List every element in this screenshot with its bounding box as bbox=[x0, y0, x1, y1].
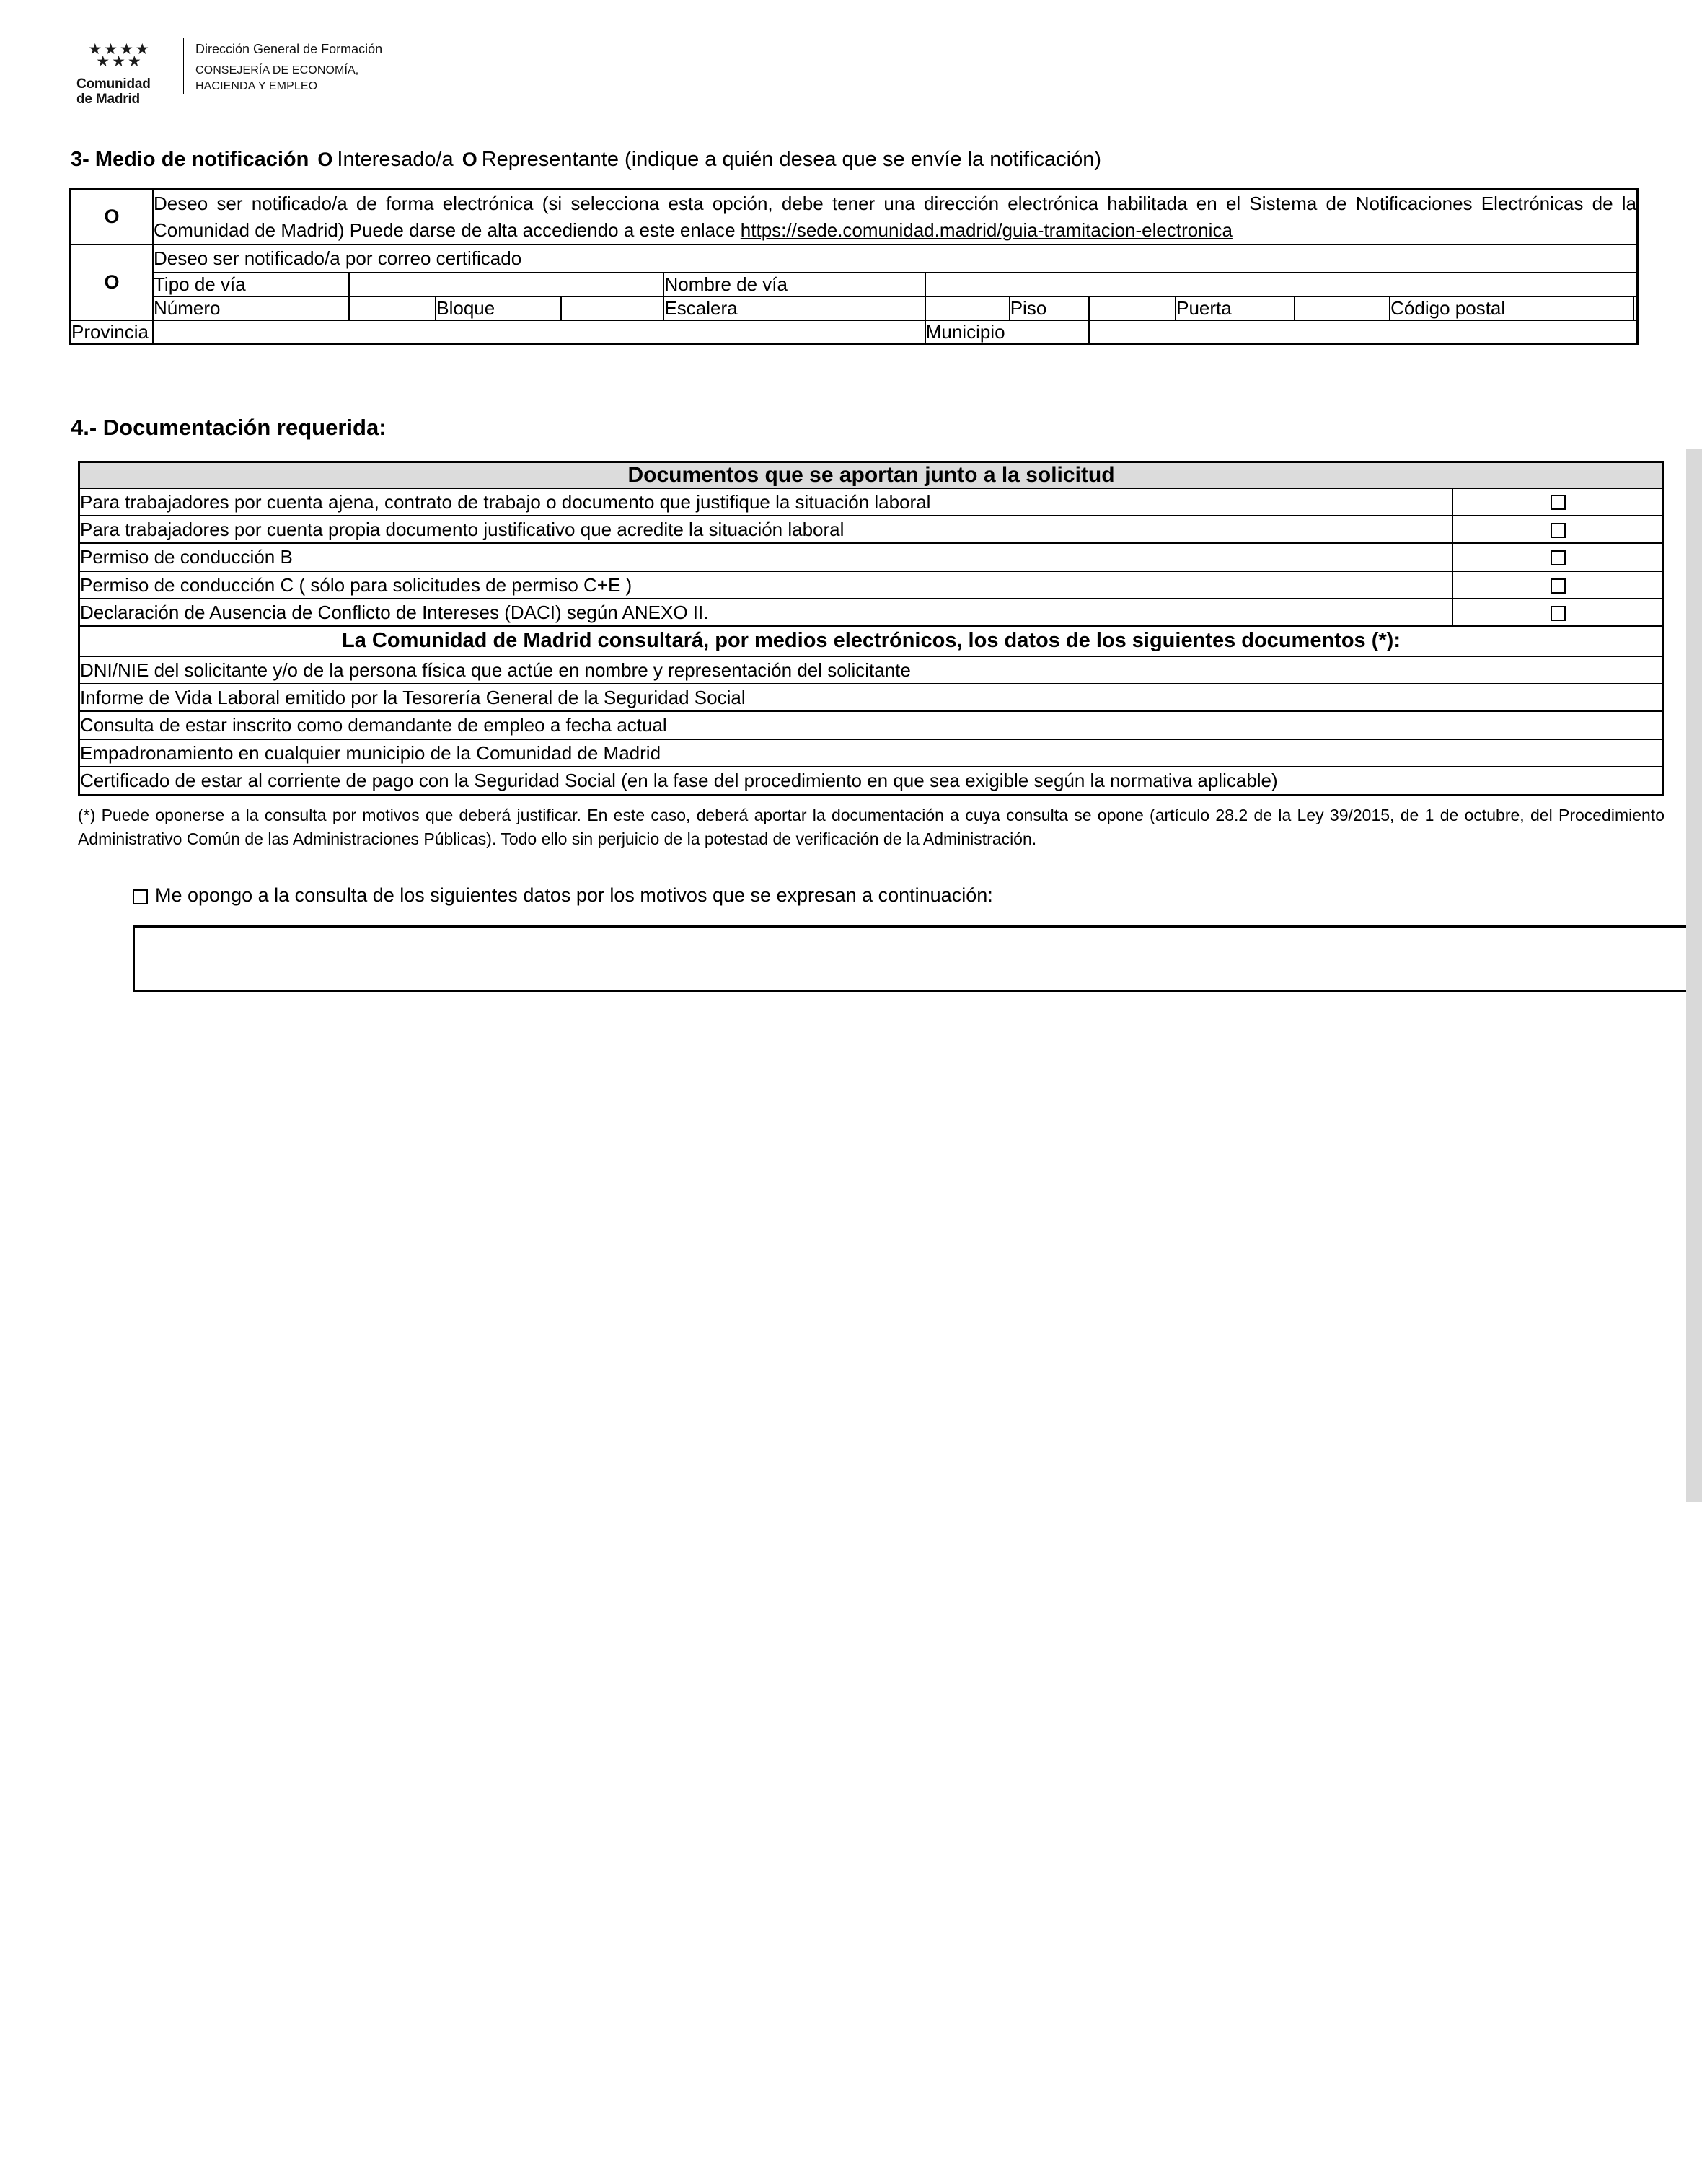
comunidad-de-madrid-logo bbox=[76, 38, 167, 107]
section-3-number: 3- bbox=[71, 147, 89, 171]
radio-interesado[interactable]: O bbox=[317, 148, 333, 170]
consulted-document-label: Informe de Vida Laboral emitido por la Tesorería General de la Seguridad Social bbox=[79, 684, 1664, 711]
document-label: Para trabajadores por cuenta propia documento justificativo que acredite la situación laboral bbox=[79, 516, 1453, 543]
table-row bbox=[79, 739, 1664, 767]
input-bloque[interactable] bbox=[561, 296, 663, 320]
label-numero: Número bbox=[153, 296, 349, 320]
table-header-row bbox=[79, 462, 1664, 488]
label-provincia: Provincia bbox=[71, 320, 154, 345]
label-municipio: Municipio bbox=[925, 320, 1089, 345]
input-numero[interactable] bbox=[349, 296, 436, 320]
checkbox-icon[interactable] bbox=[1551, 578, 1566, 594]
checkbox-icon[interactable] bbox=[1551, 606, 1566, 621]
table-row bbox=[79, 767, 1664, 795]
radio-electronic-notification[interactable]: O bbox=[71, 189, 154, 244]
consultation-footnote: (*) Puede oponerse a la consulta por motivos que deberá justificar. En este caso, deberá aportar la documentación a cuya consulta se opone (artículo 28.2 de la Ley 39/2015, de 1 de octubre, del Procedimiento Administrativo Común de las Administraciones Públicas). Todo ello sin perjuicio de la potestad de verificación de la Administración. bbox=[78, 805, 1664, 848]
documents-table-header: Documentos que se aportan junto a la solicitud bbox=[79, 462, 1664, 488]
document-checkbox[interactable] bbox=[1452, 488, 1664, 516]
input-municipio[interactable] bbox=[1089, 320, 1637, 345]
table-row-numero bbox=[71, 296, 1638, 320]
checkbox-icon[interactable] bbox=[1551, 523, 1566, 538]
header-line-1: Dirección General de Formación bbox=[195, 42, 383, 56]
input-nombre-via[interactable] bbox=[925, 273, 1638, 296]
consulted-document-label: Certificado de estar al corriente de pago con la Seguridad Social (en la fase del procedimiento en que sea exigible según la normativa aplicable) bbox=[79, 767, 1664, 795]
input-puerta[interactable] bbox=[1295, 296, 1390, 320]
input-provincia[interactable] bbox=[153, 320, 925, 345]
logo-wordmark-line1: Comunidad bbox=[76, 76, 151, 92]
stars-row-top: ★★★★ bbox=[88, 41, 151, 58]
document-label: Para trabajadores por cuenta ajena, contrato de trabajo o documento que justifique la situación laboral bbox=[79, 488, 1453, 516]
checkbox-icon[interactable] bbox=[1551, 495, 1566, 510]
stars-row-bottom: ★★★ bbox=[96, 53, 144, 70]
table-row bbox=[79, 488, 1664, 516]
document-header bbox=[69, 38, 1633, 107]
notification-method-table bbox=[69, 188, 1639, 345]
input-escalera[interactable] bbox=[925, 296, 1010, 320]
oppose-consultation-label: Me opongo a la consulta de los siguientes datos por los motivos que se expresan a continuación: bbox=[155, 884, 993, 907]
table-row-postal bbox=[71, 245, 1638, 273]
radio-representante[interactable]: O bbox=[462, 148, 477, 170]
document-checkbox[interactable] bbox=[1452, 516, 1664, 543]
consulted-document-label: Empadronamiento en cualquier municipio de la Comunidad de Madrid bbox=[79, 739, 1664, 767]
input-tipo-via[interactable] bbox=[349, 273, 663, 296]
document-label: Permiso de conducción C ( sólo para solicitudes de permiso C+E ) bbox=[79, 571, 1453, 599]
document-label: Permiso de conducción B bbox=[79, 543, 1453, 571]
section-3-heading: Medio de notificación bbox=[94, 147, 309, 171]
consulted-document-label: Consulta de estar inscrito como demandante de empleo a fecha actual bbox=[79, 711, 1664, 739]
section-3-title bbox=[71, 146, 1633, 172]
table-row bbox=[79, 571, 1664, 599]
electronic-consultation-header: La Comunidad de Madrid consultará, por medios electrónicos, los datos de los siguientes documentos (*): bbox=[79, 626, 1664, 656]
oppose-reason-input[interactable] bbox=[133, 925, 1702, 992]
consulted-document-label: DNI/NIE del solicitante y/o de la persona física que actúe en nombre y representación del solicitante bbox=[79, 656, 1664, 684]
header-line-2: CONSEJERÍA DE ECONOMÍA, bbox=[195, 64, 359, 77]
input-piso[interactable] bbox=[1089, 296, 1176, 320]
table-row-via bbox=[71, 273, 1638, 296]
oppose-consultation-row[interactable] bbox=[133, 884, 1633, 907]
table-row-electronic bbox=[71, 189, 1638, 244]
table-row bbox=[79, 656, 1664, 684]
label-codigo-postal: Código postal bbox=[1390, 296, 1633, 320]
header-department bbox=[183, 38, 382, 94]
postal-notification-text: Deseo ser notificado/a por correo certificado bbox=[153, 245, 1638, 273]
document-checkbox[interactable] bbox=[1452, 571, 1664, 599]
radio-representante-label: Representante bbox=[481, 147, 619, 171]
scrollbar-track[interactable] bbox=[1686, 449, 1702, 1502]
document-checkbox[interactable] bbox=[1452, 543, 1664, 571]
table-subheader-row bbox=[79, 626, 1664, 656]
input-codigo-postal[interactable] bbox=[1633, 296, 1637, 320]
electronic-notification-text: Deseo ser notificado/a de forma electrónica (si selecciona esta opción, debe tener una dirección electrónica habilitada en el Sistema de Notificaciones Electrónicas de la Comunidad de Madrid) Puede darse de alta accediendo a este enlace bbox=[154, 192, 1636, 241]
table-row-provincia bbox=[71, 320, 1638, 345]
label-tipo-via: Tipo de vía bbox=[153, 273, 349, 296]
section-3-hint: (indique a quién desea que se envíe la notificación) bbox=[625, 147, 1102, 171]
radio-postal-notification[interactable]: O bbox=[71, 245, 154, 320]
checkbox-icon[interactable] bbox=[1551, 550, 1566, 565]
oppose-checkbox-icon[interactable] bbox=[133, 889, 148, 904]
logo-wordmark bbox=[76, 76, 151, 107]
table-row bbox=[79, 711, 1664, 739]
label-puerta: Puerta bbox=[1176, 296, 1295, 320]
document-label: Declaración de Ausencia de Conflicto de Intereses (DACI) según ANEXO II. bbox=[79, 599, 1453, 626]
table-row bbox=[79, 516, 1664, 543]
label-piso: Piso bbox=[1010, 296, 1089, 320]
table-row bbox=[79, 684, 1664, 711]
label-nombre-via: Nombre de vía bbox=[663, 273, 925, 296]
electronic-notification-link[interactable]: https://sede.comunidad.madrid/guia-tramitacion-electronica bbox=[740, 219, 1233, 241]
section-4-title: 4.- Documentación requerida: bbox=[71, 414, 387, 440]
required-documents-table bbox=[78, 461, 1664, 796]
logo-wordmark-line2: de Madrid bbox=[76, 92, 140, 107]
header-line-3: HACIENDA Y EMPLEO bbox=[195, 79, 318, 92]
electronic-notification-cell bbox=[153, 189, 1638, 244]
label-bloque: Bloque bbox=[436, 296, 561, 320]
document-checkbox[interactable] bbox=[1452, 599, 1664, 626]
table-row bbox=[79, 543, 1664, 571]
stars-icon bbox=[85, 38, 154, 74]
label-escalera: Escalera bbox=[663, 296, 925, 320]
radio-interesado-label: Interesado/a bbox=[337, 147, 454, 171]
table-row bbox=[79, 599, 1664, 626]
